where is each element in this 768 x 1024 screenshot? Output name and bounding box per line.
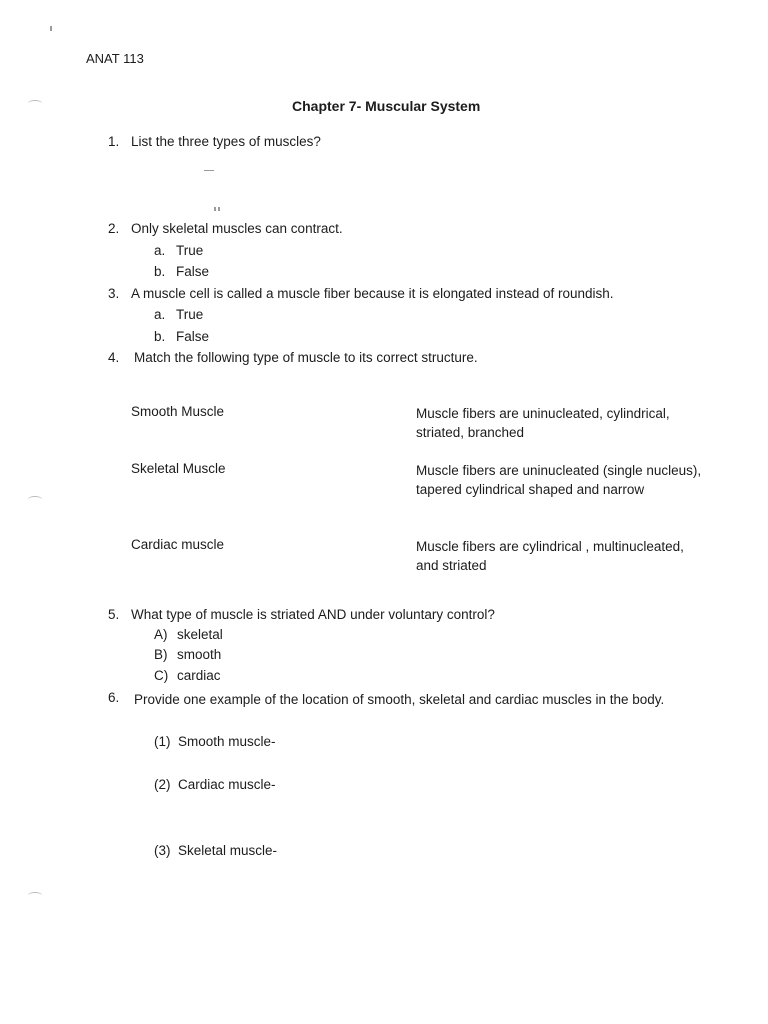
option-label: A): [154, 627, 168, 642]
part-text: Smooth muscle-: [178, 734, 276, 749]
part-text: Skeletal muscle-: [178, 843, 278, 858]
question-text: Provide one example of the location of smooth, skeletal and cardiac muscles in the body.: [134, 692, 665, 707]
question-text: Match the following type of muscle to its correct structure.: [134, 350, 478, 365]
question-number: 2.: [108, 221, 120, 236]
scan-speck: [214, 207, 216, 211]
option-text: smooth: [177, 647, 222, 662]
part-label: (3): [154, 843, 171, 858]
match-type: Cardiac muscle: [131, 537, 225, 552]
scan-speck: [50, 26, 52, 31]
option-label: b.: [154, 264, 166, 279]
scan-speck: [218, 207, 220, 211]
option-text: skeletal: [177, 627, 223, 642]
course-code: ANAT 113: [86, 51, 144, 66]
question-text: Only skeletal muscles can contract.: [131, 221, 343, 236]
scan-mark: [28, 100, 42, 107]
question-number: 1.: [108, 134, 120, 149]
match-type: Smooth Muscle: [131, 404, 225, 419]
option-label: b.: [154, 329, 166, 344]
match-structure: Muscle fibers are uninucleated (single nucleus), tapered cylindrical shaped and narrow: [416, 463, 702, 497]
match-type: Skeletal Muscle: [131, 461, 226, 476]
option-label: a.: [154, 307, 166, 322]
option-text: True: [176, 243, 204, 258]
option-text: True: [176, 307, 204, 322]
option-label: C): [154, 668, 169, 683]
question-text: A muscle cell is called a muscle fiber because it is elongated instead of roundish.: [131, 286, 614, 301]
option-label: B): [154, 647, 168, 662]
part-label: (2): [154, 777, 171, 792]
question-text: List the three types of muscles?: [131, 134, 321, 149]
page-title: Chapter 7- Muscular System: [292, 98, 481, 114]
question-number: 4.: [108, 350, 120, 365]
part-text: Cardiac muscle-: [178, 777, 276, 792]
question-number: 5.: [108, 607, 120, 622]
scan-mark: [28, 496, 42, 503]
question-text: What type of muscle is striated AND under voluntary control?: [131, 607, 495, 622]
scan-mark: [28, 892, 42, 899]
question-number: 6.: [108, 690, 120, 705]
option-label: a.: [154, 243, 166, 258]
match-structure: Muscle fibers are cylindrical , multinucleated, and striated: [416, 539, 684, 573]
part-label: (1): [154, 734, 171, 749]
option-text: False: [176, 264, 210, 279]
option-text: False: [176, 329, 210, 344]
option-text: cardiac: [177, 668, 221, 683]
match-structure: Muscle fibers are uninucleated, cylindrical, striated, branched: [416, 406, 670, 440]
question-number: 3.: [108, 286, 120, 301]
scan-speck: [204, 170, 214, 171]
